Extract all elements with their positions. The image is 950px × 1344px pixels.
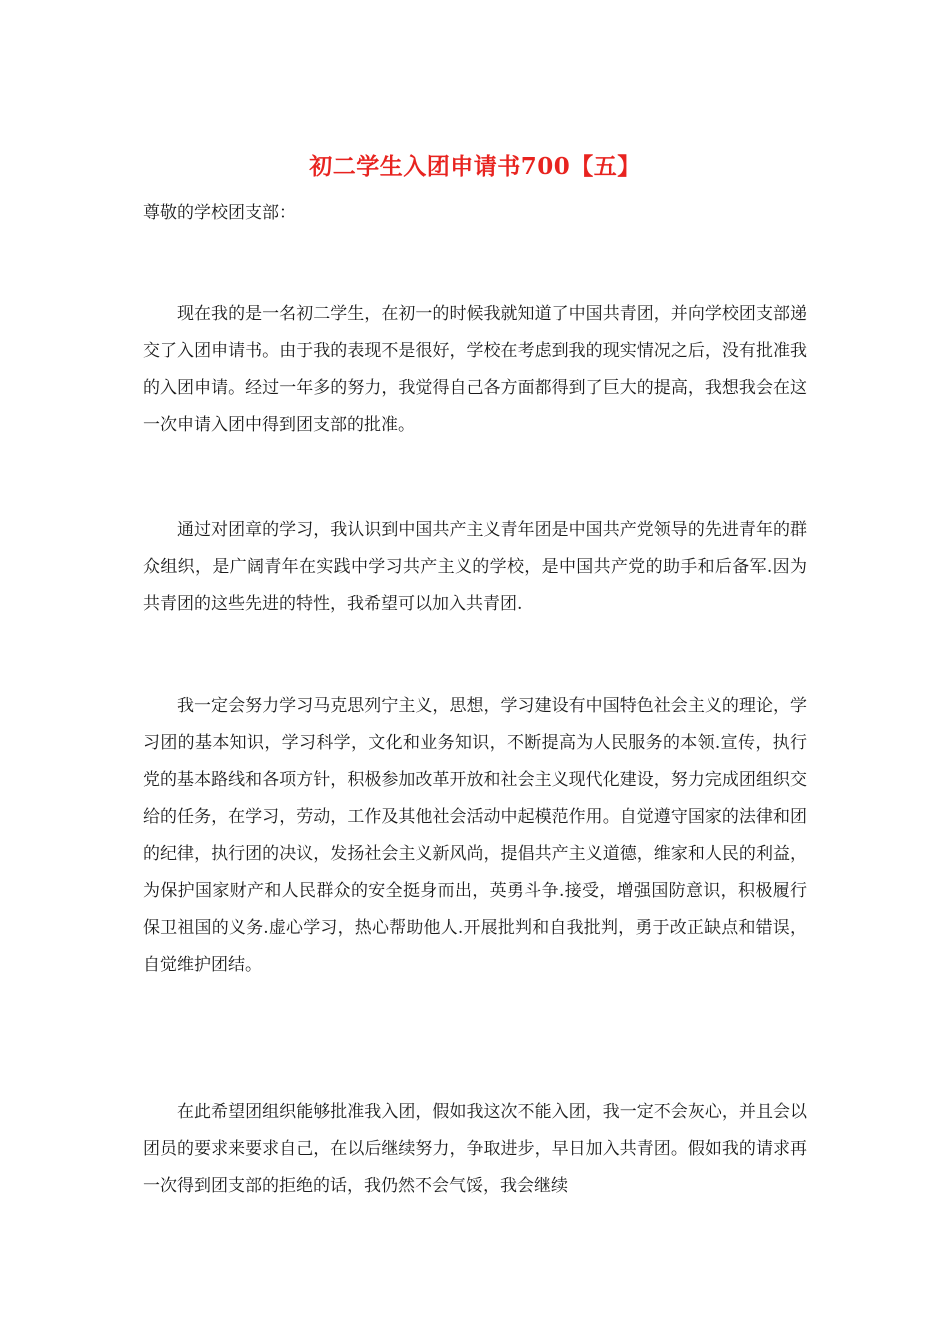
salutation: 尊敬的学校团支部： [143, 203, 296, 223]
paragraph-4: 在此希望团组织能够批准我入团，假如我这次不能入团，我一定不会灰心，并且会以团员的要求来要求自己，在以后继续努力，争取进步，早日加入共青团。假如我的请求再一次得到团支部的拒绝的话，我仍然不会气馁，我会继续 [143, 1102, 807, 1196]
paragraph-1: 现在我的是一名初二学生，在初一的时候我就知道了中国共青团，并向学校团支部递交了入团申请书。由于我的表现不是很好，学校在考虑到我的现实情况之后，没有批准我的入团申请。经过一年多的努力，我觉得自己各方面都得到了巨大的提高，我想我会在这一次申请入团中得到团支部的批准。 [143, 304, 807, 435]
document-title: 初二学生入团申请书700【五】 [309, 153, 641, 180]
paragraph-2: 通过对团章的学习，我认识到中国共产主义青年团是中国共产党领导的先进青年的群众组织，是广阔青年在实践中学习共产主义的学校，是中国共产党的助手和后备军.因为共青团的这些先进的特性，我希望可以加入共青团. [143, 520, 807, 614]
paragraph-3: 我一定会努力学习马克思列宁主义，思想，学习建设有中国特色社会主义的理论，学习团的基本知识，学习科学，文化和业务知识，不断提高为人民服务的本领.宣传，执行党的基本路线和各项方针，积极参加改革开放和社会主义现代化建设，努力完成团组织交给的任务，在学习，劳动，工作及其他社会活动中起模范作用。自觉遵守国家的法律和团的纪律，执行团的决议，发扬社会主义新风尚，提倡共产主义道德，维家和人民的利益，为保护国家财产和人民群众的安全挺身而出，英勇斗争.接受，增强国防意识，积极履行保卫祖国的义务.虚心学习，热心帮助他人.开展批判和自我批判，勇于改正缺点和错误，自觉维护团结。 [143, 696, 807, 975]
